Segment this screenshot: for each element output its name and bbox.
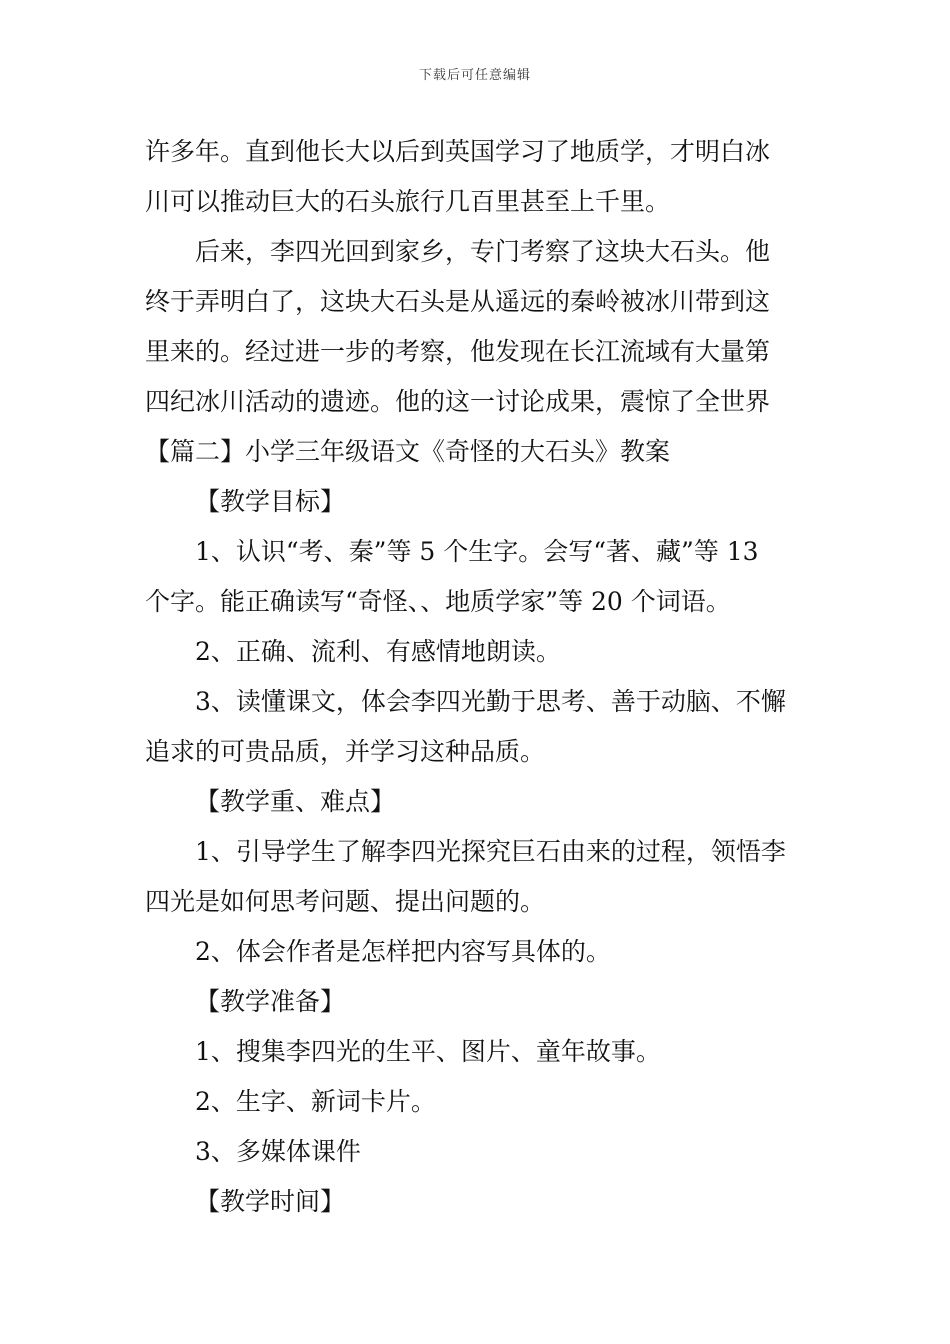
text-line-5: 里来的。经过进一步的考察，他发现在长江流域有大量第	[145, 337, 771, 366]
text-line-prep-2: 2、生字、新词卡片。	[195, 1087, 436, 1116]
text-line-key-1b: 四光是如何思考问题、提出问题的。	[145, 887, 546, 916]
heading-key-points: 【教学重、难点】	[195, 787, 396, 816]
text-line-goal-2: 2、正确、流利、有感情地朗读。	[195, 637, 561, 666]
text-line-goal-1b: 个字。能正确读写“奇怪、、地质学家”等 20 个词语。	[145, 587, 731, 616]
text-line-prep-3: 3、多媒体课件	[195, 1137, 361, 1166]
text-line-goal-3a: 3、读懂课文，体会李四光勤于思考、善于动脑、不懈	[195, 687, 786, 716]
section-title: 【篇二】小学三年级语文《奇怪的大石头》教案	[145, 437, 671, 466]
text-line-key-1a: 1、引导学生了解李四光探究巨石由来的过程，领悟李	[195, 837, 786, 866]
heading-preparation: 【教学准备】	[195, 987, 346, 1016]
page-header: 下载后可任意编辑	[418, 68, 531, 83]
text-line-2: 川可以推动巨大的石头旅行几百里甚至上千里。	[145, 187, 671, 216]
text-line-1: 许多年。直到他长大以后到英国学习了地质学，才明白冰	[145, 137, 771, 166]
text-line-key-2: 2、体会作者是怎样把内容写具体的。	[195, 937, 611, 966]
text-line-6: 四纪冰川活动的遗迹。他的这一讨论成果，震惊了全世界	[145, 387, 771, 416]
heading-teaching-time: 【教学时间】	[195, 1187, 346, 1216]
text-line-goal-3b: 追求的可贵品质，并学习这种品质。	[145, 737, 546, 766]
document-body	[145, 127, 810, 1227]
text-line-4: 终于弄明白了，这块大石头是从遥远的秦岭被冰川带到这	[145, 287, 771, 316]
text-line-3: 后来，李四光回到家乡，专门考察了这块大石头。他	[195, 237, 771, 266]
text-line-prep-1: 1、搜集李四光的生平、图片、童年故事。	[195, 1037, 661, 1066]
text-line-goal-1a: 1、认识“考、秦”等 5 个生字。会写“著、藏”等 13	[195, 537, 759, 566]
heading-teaching-goals: 【教学目标】	[195, 487, 346, 516]
